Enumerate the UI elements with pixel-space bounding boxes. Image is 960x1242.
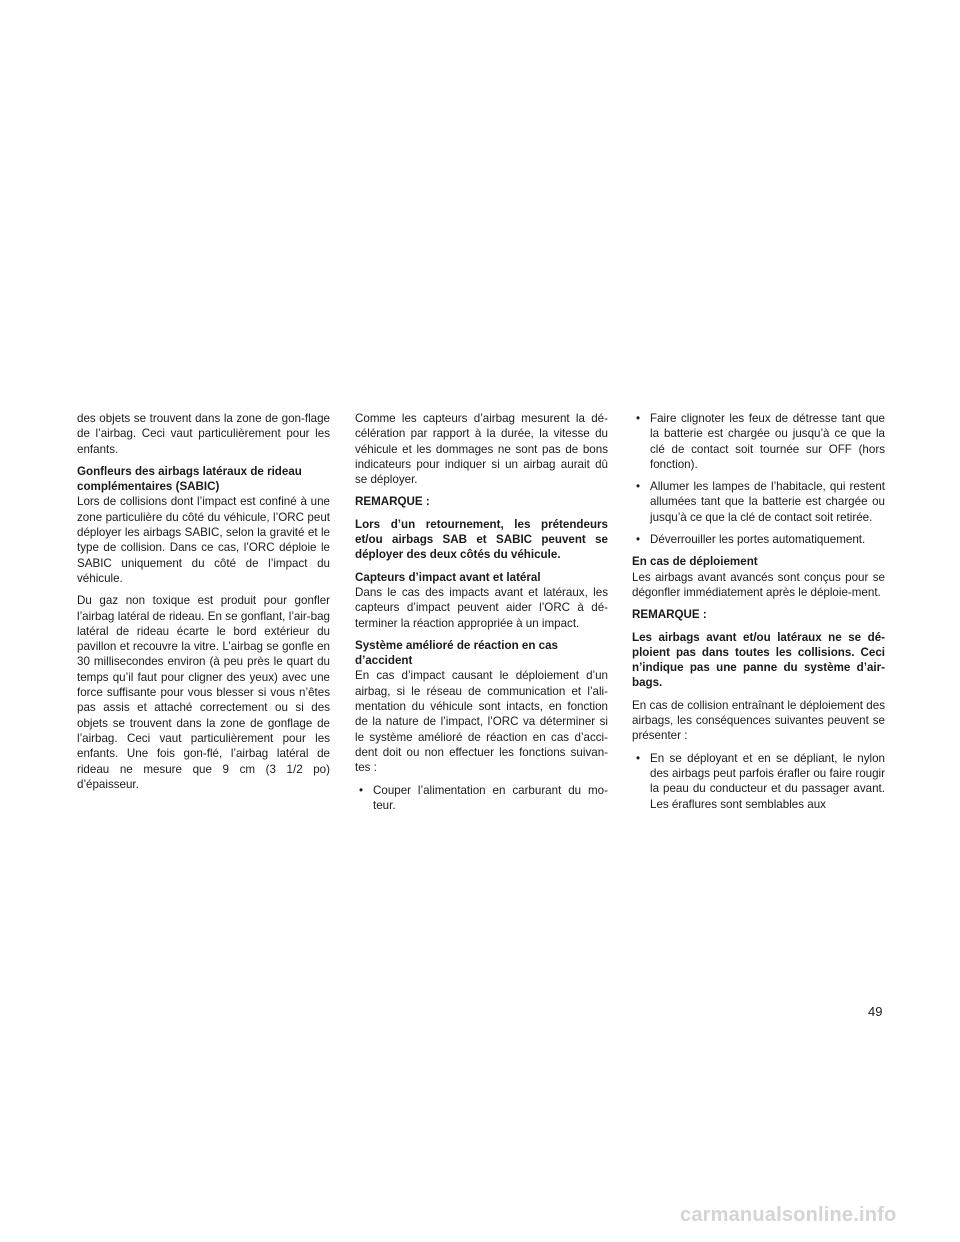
paragraph: En cas de collision entraînant le déploiement des airbags, les conséquences suivantes peuvent se présenter : xyxy=(632,698,885,743)
bullet-icon: • xyxy=(636,751,641,765)
section-heading-enhanced-response: Système amélioré de réaction en cas d’accident xyxy=(355,638,558,668)
section-heading-deployment: En cas de déploiement xyxy=(632,555,758,569)
watermark-logo: carmanualsonline.info xyxy=(680,1204,897,1226)
text-column-right xyxy=(632,411,885,819)
paragraph: Comme les capteurs d’airbag mesurent la dé-célération par rapport à la durée, la vitesse du véhicule et les dommages ne sont pas de bons indicateurs pour indiquer si un airbag aurait dû se déployer. xyxy=(355,412,608,487)
bullet-text: Déverrouiller les portes automatiquement. xyxy=(650,533,866,547)
paragraph: Lors de collisions dont l’impact est confiné à une zone particulière du côté du véhicule, l’ORC peut déployer les airbags SABIC, selon la gravité et le type de collision. Dans ce cas, l’ORC déploie le SABIC uniquement du côté de l’impact du véhicule. xyxy=(77,495,330,585)
bullet-item xyxy=(355,783,608,814)
note-label: REMARQUE : xyxy=(355,495,430,509)
bullet-text: Couper l’alimentation en carburant du mo-teur. xyxy=(373,783,608,812)
bullet-icon: • xyxy=(636,533,641,547)
text-column-left xyxy=(77,411,330,799)
section-heading-sabic: Gonfleurs des airbags latéraux de rideau complémentaires (SABIC) xyxy=(77,464,302,494)
bullet-icon: • xyxy=(359,783,364,797)
note-label: REMARQUE : xyxy=(632,608,707,622)
section-heading-impact-sensors: Capteurs d’impact avant et latéral xyxy=(355,570,541,584)
bullet-item xyxy=(632,532,885,547)
paragraph: Les airbags avant avancés sont conçus pour se dégonfler immédiatement après le déploie-ment. xyxy=(632,570,885,599)
note-text: Les airbags avant et/ou latéraux ne se dé-ploient pas dans toutes les collisions. Ceci n’indique pas une panne du système d’air-bags. xyxy=(632,630,885,690)
bullet-icon: • xyxy=(636,412,641,425)
paragraph: En cas d’impact causant le déploiement d’un airbag, si le réseau de communication et l’ali-mentation du véhicule sont intacts, en fonction de la nature de l’impact, l’ORC va déterminer si le système amélioré de réaction en cas d’acci-dent doit ou non effectuer les fonctions suivan-tes : xyxy=(355,669,608,775)
text-column-middle xyxy=(355,411,608,820)
bullet-text: Faire clignoter les feux de détresse tant que la batterie est chargée ou jusqu’à ce que la clé de contact soit tournée sur OFF (hors fonction). xyxy=(650,412,885,471)
bullet-item xyxy=(632,751,885,812)
bullet-text: En se déployant et en se dépliant, le nylon des airbags peut parfois érafler ou faire rougir la peau du conducteur et du passager avant. Les éraflures sont semblables aux xyxy=(650,751,885,811)
bullet-icon: • xyxy=(636,480,641,494)
paragraph: Du gaz non toxique est produit pour gonfler l’airbag latéral de rideau. En se gonflant, l’air-bag latéral de rideau écarte le bord extérieur du pavillon et recouvre la vitre. L’airbag se gonfle en 30 millisecondes environ (à peu près le quart du temps qu’il faut pour cligner des yeux) avec une force suffisante pour vous blesser si vous n’êtes pas assis et attaché correctement ou si des objets se trouvent dans la zone de gonflage de l’airbag. Ceci vaut particulièrement pour les enfants. Une fois gon-flé, l’airbag latéral de rideau ne mesure que 9 cm (3 1/2 po) d’épaisseur. xyxy=(77,594,330,791)
bullet-text: Allumer les lampes de l’habitacle, qui restent allumées tant que la batterie est chargée ou jusqu’à ce que la clé de contact soit retirée. xyxy=(650,480,885,524)
page-number: 49 xyxy=(868,1004,883,1019)
note-text: Lors d’un retournement, les prétendeurs et/ou airbags SAB et SABIC peuvent se déployer des deux côtés du véhicule. xyxy=(355,517,608,562)
paragraph: Dans le cas des impacts avant et latéraux, les capteurs d’impact peuvent aider l’ORC à dé-terminer la réaction appropriée à un impact. xyxy=(355,585,608,630)
paragraph: des objets se trouvent dans la zone de gon-flage de l’airbag. Ceci vaut particulièrement pour les enfants. xyxy=(77,412,330,456)
bullet-item xyxy=(632,479,885,525)
bullet-item xyxy=(632,411,885,472)
